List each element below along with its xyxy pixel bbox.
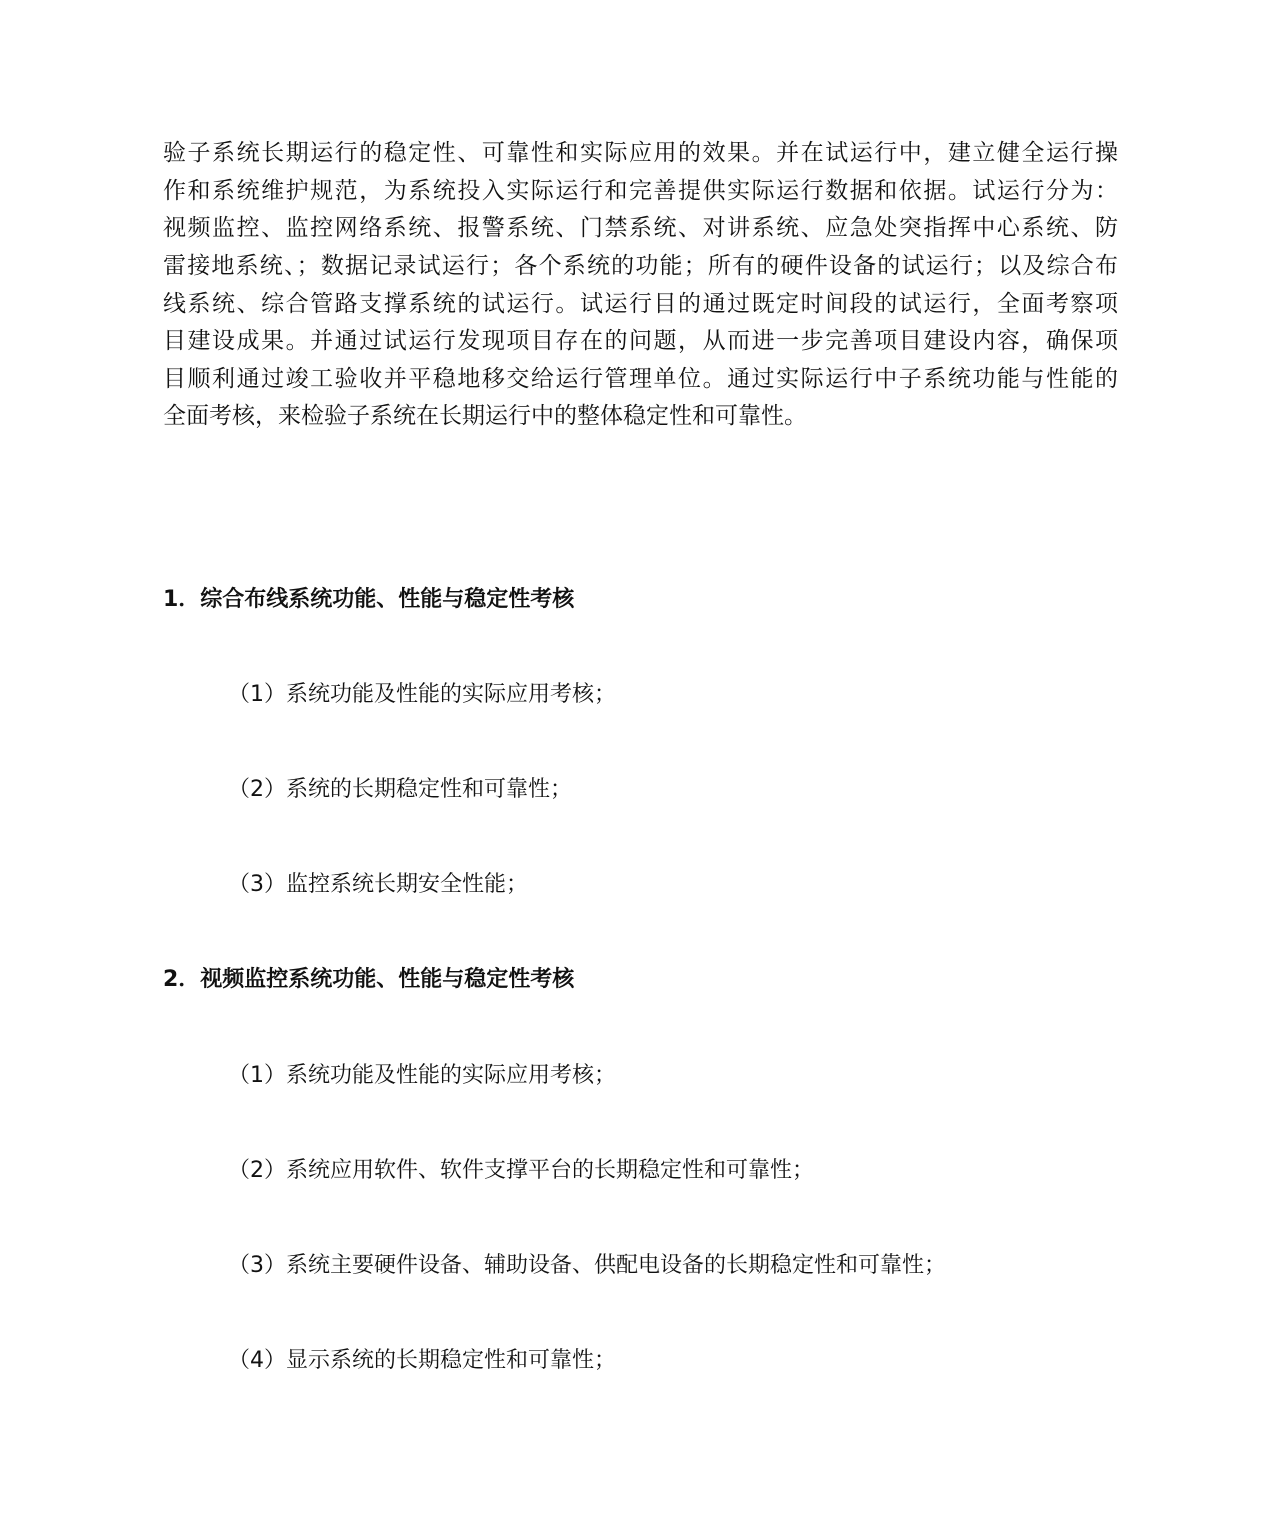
paragraph-line: 视频监控、监控网络系统、报警系统、门禁系统、对讲系统、应急处突指挥中心系统、防: [163, 215, 1118, 241]
paragraph-line: 雷接地系统、；数据记录试运行；各个系统的功能；所有的硬件设备的试运行；以及综合布: [163, 253, 1118, 279]
list-item: （3）系统主要硬件设备、辅助设备、供配电设备的长期稳定性和可靠性；: [228, 1253, 946, 1278]
paragraph-line: 验子系统长期运行的稳定性、可靠性和实际应用的效果。并在试运行中，建立健全运行操: [163, 140, 1118, 166]
list-item: （2）系统应用软件、软件支撑平台的长期稳定性和可靠性；: [228, 1158, 814, 1183]
section-heading: 1．综合布线系统功能、性能与稳定性考核: [163, 587, 575, 612]
list-item: （1）系统功能及性能的实际应用考核；: [228, 1063, 616, 1088]
list-item: （3）监控系统长期安全性能；: [228, 872, 528, 897]
paragraph-line: 目顺利通过竣工验收并平稳地移交给运行管理单位。通过实际运行中子系统功能与性能的: [163, 366, 1118, 392]
list-item: （2）系统的长期稳定性和可靠性；: [228, 777, 572, 802]
list-item: （4）显示系统的长期稳定性和可靠性；: [228, 1348, 616, 1373]
paragraph-line: 全面考核，来检验子系统在长期运行中的整体稳定性和可靠性。: [163, 403, 807, 429]
paragraph-line: 线系统、综合管路支撑系统的试运行。试运行目的通过既定时间段的试运行，全面考察项: [163, 291, 1118, 317]
paragraph-line: 目建设成果。并通过试运行发现项目存在的问题，从而进一步完善项目建设内容，确保项: [163, 328, 1118, 354]
section-heading: 2．视频监控系统功能、性能与稳定性考核: [163, 967, 575, 992]
list-item: （1）系统功能及性能的实际应用考核；: [228, 682, 616, 707]
paragraph-line: 作和系统维护规范，为系统投入实际运行和完善提供实际运行数据和依据。试运行分为：: [163, 178, 1118, 204]
